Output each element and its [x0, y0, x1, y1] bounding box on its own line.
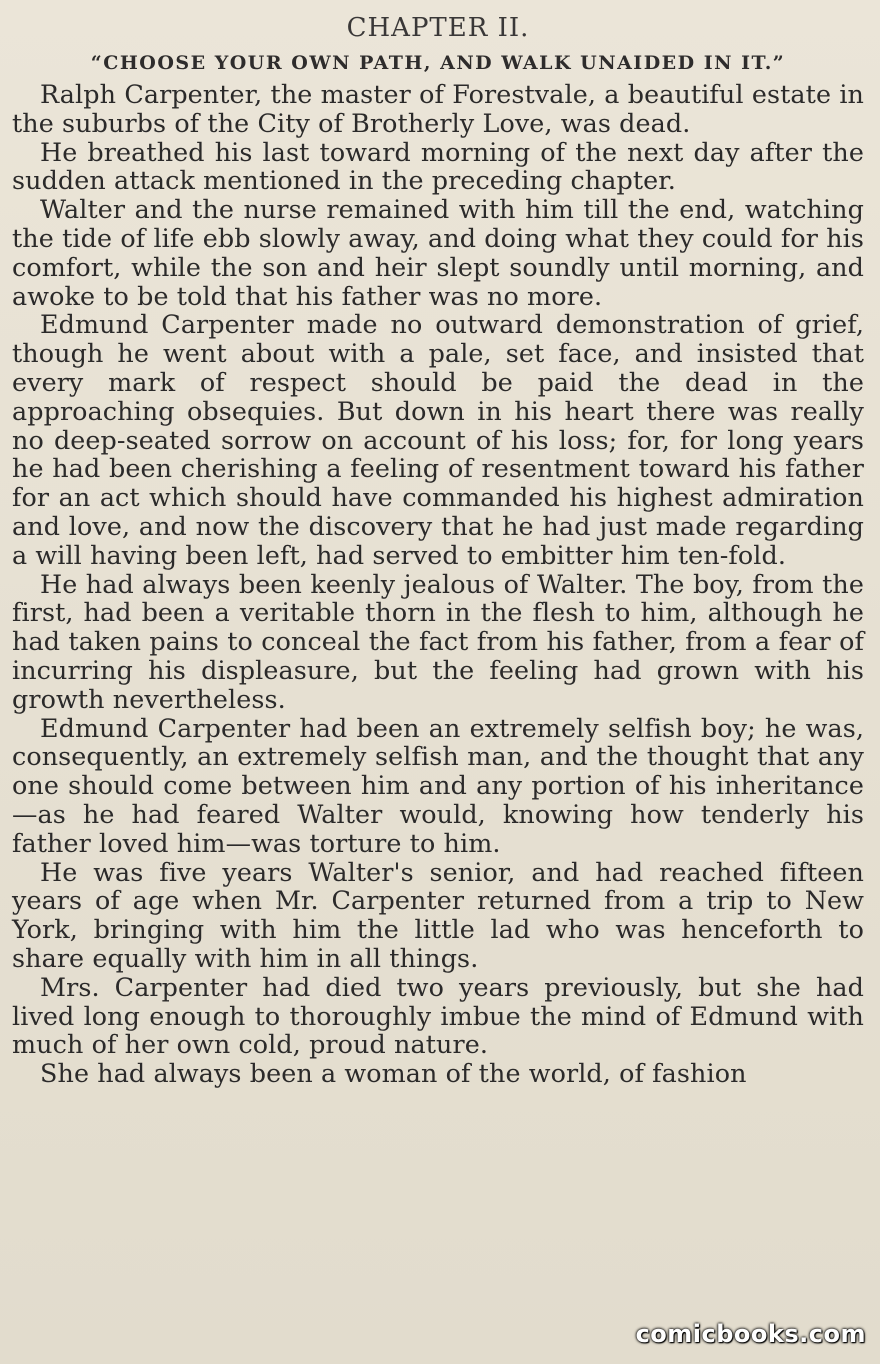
- paragraph-1: Ralph Carpenter, the master of Forestvale, a beautiful estate in the suburbs of the City of Brotherly Love, was dead.: [12, 79, 864, 138]
- paragraph-3: Walter and the nurse remained with him till the end, watching the tide of life ebb slowly away, and doing what they could for his comfort, while the son and heir slept soundly until morning, and awoke to be told that his father was no more.: [12, 194, 864, 311]
- paragraph-2: He breathed his last toward morning of the next day after the sudden attack mentioned in the preceding chapter.: [12, 136, 864, 196]
- paragraph-5: He had always been keenly jealous of Walter. The boy, from the first, had been a veritable thorn in the flesh to him, although he had taken pains to conceal the fact from his father, from a fear of incurring his displeasure, but the feeling had grown with his growth nevertheless.: [12, 568, 864, 714]
- chapter-epigraph: “CHOOSE YOUR OWN PATH, AND WALK UNAIDED IN IT.”: [90, 52, 786, 74]
- chapter-heading: CHAPTER II.: [346, 13, 530, 43]
- paragraph-4: Edmund Carpenter made no outward demonstration of grief, though he went about with a pale, set face, and insisted that every mark of respect should be paid the dead in the approaching obsequies. But down in his heart there was really no deep-seated sorrow on account of his loss; for, for long years he had been cherishing a feeling of resentment toward his father for an act which should have commanded his highest admiration and love, and now the discovery that he had just made regarding a will having been left, had served to embitter him ten-fold.: [12, 309, 864, 570]
- paragraph-6: Edmund Carpenter had been an extremely selfish boy; he was, consequently, an extremely selfish man, and the thought that any one should come between him and any portion of his inheritance—as he had feared Walter would, knowing how tenderly his father loved him—was torture to him.: [12, 712, 864, 858]
- paragraph-9: She had always been a woman of the world, of fashion: [40, 1059, 747, 1088]
- article-body: [12, 80, 864, 1088]
- site-watermark: comicbooks.com: [635, 1320, 866, 1348]
- paragraph-8: Mrs. Carpenter had died two years previously, but she had lived long enough to thoroughly imbue the mind of Edmund with much of her own cold, proud nature.: [12, 971, 864, 1060]
- paragraph-7: He was five years Walter's senior, and had reached fifteen years of age when Mr. Carpenter returned from a trip to New York, bringing with him the little lad who was henceforth to share equally with him in all things.: [12, 856, 864, 973]
